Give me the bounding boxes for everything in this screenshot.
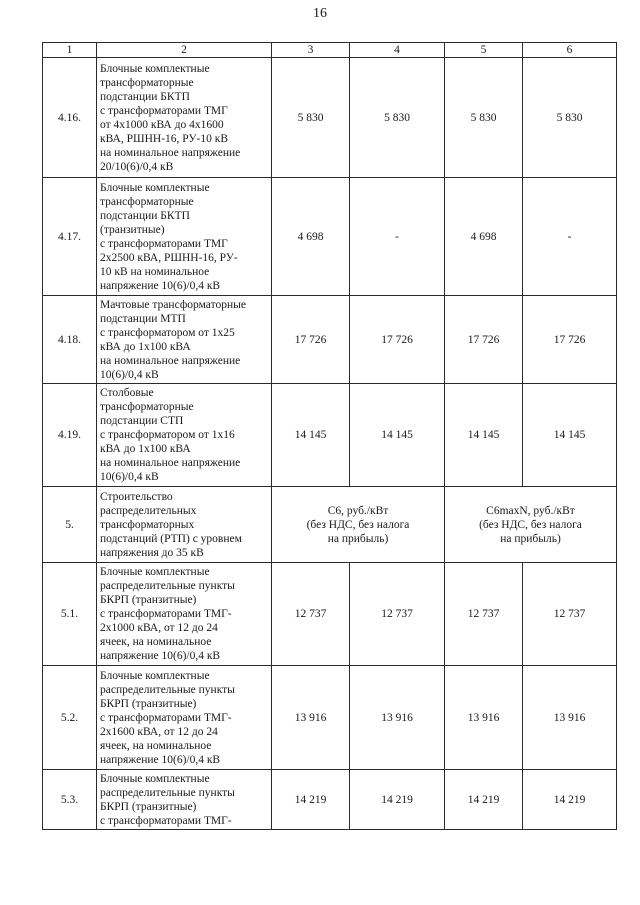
description-line: напряжение 10(6)/0,4 кВ [100, 753, 221, 766]
row-description [97, 770, 272, 830]
row-description [97, 296, 272, 384]
description-line: 10(6)/0,4 кВ [100, 368, 159, 381]
row-description [97, 563, 272, 666]
row-number: 4.17. [43, 178, 97, 296]
header-cell-2: 2 [97, 43, 272, 58]
value-col-5: 14 219 [445, 770, 523, 830]
value-col-3: 14 145 [272, 384, 350, 487]
page-number: 16 [313, 6, 327, 21]
value-col-6: 13 916 [523, 666, 617, 770]
description-line: подстанций (РТП) с уровнем [100, 532, 242, 545]
description-line: распределительных [100, 504, 197, 517]
description-line: трансформаторные [100, 76, 194, 89]
section-description [97, 487, 272, 563]
tariff-table [42, 42, 617, 830]
description-line: трансформаторных [100, 518, 195, 531]
description-line: с трансформатором от 1х16 [100, 429, 235, 441]
description-line: (транзитные) [100, 223, 165, 236]
header-row [43, 43, 617, 58]
description-line: 2х1000 кВА, от 12 до 24 [100, 622, 218, 634]
value-col-5: 13 916 [445, 666, 523, 770]
row-number: 4.18. [43, 296, 97, 384]
unit-line: С6maxN, руб./кВт [486, 504, 575, 517]
description-line: 10(6)/0,4 кВ [100, 471, 159, 483]
value-col-6: 5 830 [523, 58, 617, 178]
header-cell-4: 4 [350, 43, 445, 58]
value-col-4: 17 726 [350, 296, 445, 384]
description-line: кВА до 1х100 кВА [100, 340, 191, 353]
description-line: трансформаторные [100, 401, 194, 413]
value-col-4: 14 219 [350, 770, 445, 830]
description-line: ячеек, на номинальное [100, 739, 212, 752]
value-col-6: 14 219 [523, 770, 617, 830]
description-line: ячеек, на номинальное [100, 636, 212, 648]
description-line: кВА до 1х100 кВА [100, 443, 191, 455]
description-line: БКРП (транзитные) [100, 697, 197, 710]
value-col-6: 12 737 [523, 563, 617, 666]
value-col-6: 17 726 [523, 296, 617, 384]
value-col-4: 5 830 [350, 58, 445, 178]
value-col-3: 12 737 [272, 563, 350, 666]
row-number: 5.3. [43, 770, 97, 830]
description-line: с трансформаторами ТМГ- [100, 814, 232, 827]
value-col-5: 4 698 [445, 178, 523, 296]
value-col-4: - [350, 178, 445, 296]
value-col-6: 14 145 [523, 384, 617, 487]
description-line: Мачтовые трансформаторные [100, 298, 246, 311]
value-col-5: 5 830 [445, 58, 523, 178]
value-col-5: 12 737 [445, 563, 523, 666]
header-cell-1: 1 [43, 43, 97, 58]
description-line: Блочные комплектные [100, 62, 210, 75]
description-line: 10 кВ на номинальное [100, 265, 210, 278]
description-line: на номинальное напряжение [100, 354, 241, 367]
row-description [97, 178, 272, 296]
table-row [43, 58, 617, 178]
description-line: Блочные комплектные [100, 772, 210, 785]
unit-line: (без НДС, без налога [479, 518, 582, 531]
header-cell-3: 3 [272, 43, 350, 58]
value-col-3: 14 219 [272, 770, 350, 830]
value-col-3: 17 726 [272, 296, 350, 384]
description-line: распределительные пункты [100, 580, 235, 592]
value-col-4: 14 145 [350, 384, 445, 487]
unit-line: на прибыль) [500, 532, 561, 545]
description-line: Столбовые [100, 387, 154, 399]
row-number: 4.16. [43, 58, 97, 178]
description-line: трансформаторные [100, 195, 194, 208]
description-line: 20/10(6)/0,4 кВ [100, 160, 174, 173]
description-line: на номинальное напряжение [100, 457, 241, 469]
unit-label-right [445, 487, 617, 563]
description-line: подстанции БКТП [100, 209, 190, 222]
description-line: Блочные комплектные [100, 669, 210, 682]
row-number: 5.2. [43, 666, 97, 770]
description-line: Блочные комплектные [100, 566, 210, 578]
unit-line: на прибыль) [327, 532, 389, 545]
unit-line: С6, руб./кВт [327, 504, 389, 517]
row-description [97, 666, 272, 770]
description-line: напряжение 10(6)/0,4 кВ [100, 650, 221, 662]
section-row [43, 487, 617, 563]
value-col-3: 13 916 [272, 666, 350, 770]
value-col-6: - [523, 178, 617, 296]
value-col-5: 14 145 [445, 384, 523, 487]
row-description [97, 384, 272, 487]
section-number: 5. [43, 487, 97, 563]
table-row [43, 296, 617, 384]
description-line: распределительные пункты [100, 786, 235, 799]
table-row [43, 563, 617, 666]
description-line: БКРП (транзитные) [100, 594, 197, 606]
description-line: 2х1600 кВА, от 12 до 24 [100, 725, 218, 738]
description-line: Блочные комплектные [100, 181, 210, 194]
value-col-4: 13 916 [350, 666, 445, 770]
unit-line: (без НДС, без налога [306, 518, 410, 531]
description-line: подстанции БКТП [100, 90, 190, 103]
description-line: с трансформаторами ТМГ [100, 237, 228, 250]
table-row [43, 666, 617, 770]
description-line: с трансформатором от 1х25 [100, 326, 235, 339]
description-line: Строительство [100, 490, 173, 503]
value-col-5: 17 726 [445, 296, 523, 384]
unit-label-left [272, 487, 445, 563]
description-line: кВА, РШНН-16, РУ-10 кВ [100, 132, 228, 145]
description-line: на номинальное напряжение [100, 146, 241, 159]
description-line: распределительные пункты [100, 683, 235, 696]
description-line: напряжение 10(6)/0,4 кВ [100, 279, 221, 292]
description-line: БКРП (транзитные) [100, 800, 197, 813]
row-number: 5.1. [43, 563, 97, 666]
row-description [97, 58, 272, 178]
description-line: от 4х1000 кВА до 4х1600 [100, 118, 224, 131]
row-number: 4.19. [43, 384, 97, 487]
table-row [43, 384, 617, 487]
description-line: с трансформаторами ТМГ- [100, 711, 232, 724]
description-line: напряжения до 35 кВ [100, 546, 204, 559]
value-col-3: 5 830 [272, 58, 350, 178]
description-line: подстанции МТП [100, 312, 186, 325]
description-line: 2х2500 кВА, РШНН-16, РУ- [100, 251, 238, 264]
description-line: с трансформаторами ТМГ- [100, 608, 232, 620]
value-col-4: 12 737 [350, 563, 445, 666]
value-col-3: 4 698 [272, 178, 350, 296]
table-row [43, 770, 617, 830]
description-line: с трансформаторами ТМГ [100, 104, 228, 117]
description-line: подстанции СТП [100, 415, 184, 427]
header-cell-6: 6 [523, 43, 617, 58]
table-row [43, 178, 617, 296]
header-cell-5: 5 [445, 43, 523, 58]
